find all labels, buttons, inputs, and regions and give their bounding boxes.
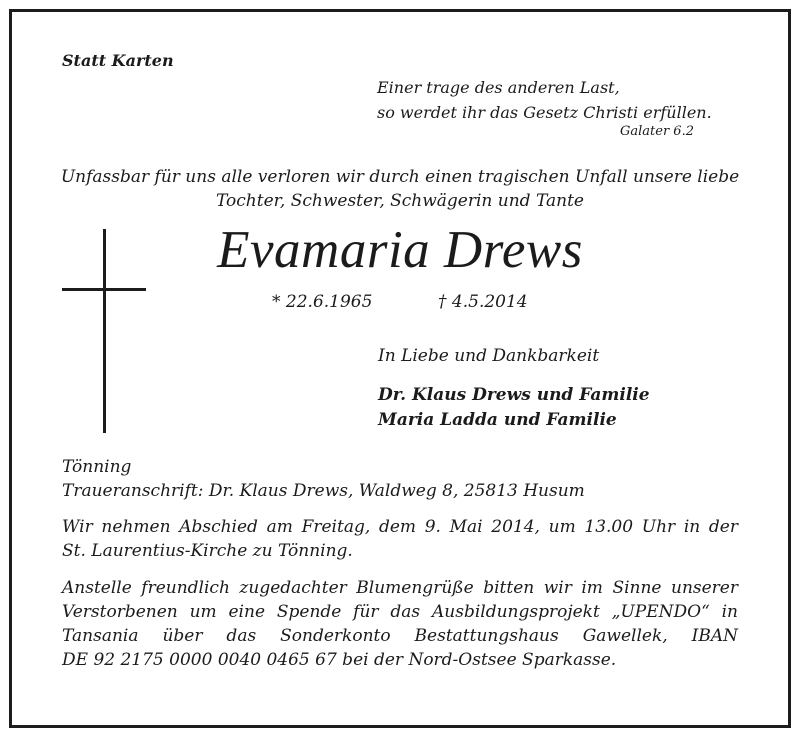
donation-line-1: Anstelle freundlich zugedachter Blumengrüße bitten wir im Sinne unserer xyxy=(62,578,738,598)
donation-line-2: Verstorbenen um eine Spende für das Ausbildungsprojekt „UPENDO“ in xyxy=(62,602,738,622)
death-date: † 4.5.2014 xyxy=(438,292,528,312)
birth-date: * 22.6.1965 xyxy=(272,292,373,312)
mourners-intro: In Liebe und Dankbarkeit xyxy=(378,346,600,366)
bible-verse xyxy=(377,75,712,125)
donation-notice xyxy=(62,576,738,672)
intro-text xyxy=(50,165,750,213)
town: Tönning xyxy=(62,457,132,477)
verse-line-2: so werdet ihr das Gesetz Christi erfüllen. xyxy=(377,103,712,122)
service-notice xyxy=(62,515,738,563)
service-line-1: Wir nehmen Abschied am Freitag, dem 9. Mai 2014, um 13.00 Uhr in der xyxy=(62,517,738,537)
mourning-address: Traueranschrift: Dr. Klaus Drews, Waldweg 8, 25813 Husum xyxy=(62,481,585,501)
intro-line-2: Tochter, Schwester, Schwägerin und Tante xyxy=(216,191,584,211)
donation-line-3: Tansania über das Sonderkonto Bestattungshaus Gawellek, IBAN xyxy=(62,626,738,646)
address-block xyxy=(62,455,738,503)
mourners-families xyxy=(378,383,650,433)
family-2: Maria Ladda und Familie xyxy=(378,410,617,430)
intro-line-1: Unfassbar für uns alle verloren wir durch einen tragischen Unfall unsere liebe xyxy=(60,167,740,187)
service-line-2: St. Laurentius-Kirche zu Tönning. xyxy=(62,541,353,561)
donation-line-4: DE 92 2175 0000 0040 0465 67 bei der Nord-Ostsee Sparkasse. xyxy=(62,650,617,670)
cross-icon-bar xyxy=(62,288,146,291)
cross-icon xyxy=(103,229,106,433)
family-1: Dr. Klaus Drews und Familie xyxy=(378,385,650,405)
deceased-name: Evamaria Drews xyxy=(217,221,583,279)
verse-line-1: Einer trage des anderen Last, xyxy=(377,78,620,97)
statt-karten-label: Statt Karten xyxy=(62,51,174,70)
verse-reference: Galater 6.2 xyxy=(620,124,694,139)
